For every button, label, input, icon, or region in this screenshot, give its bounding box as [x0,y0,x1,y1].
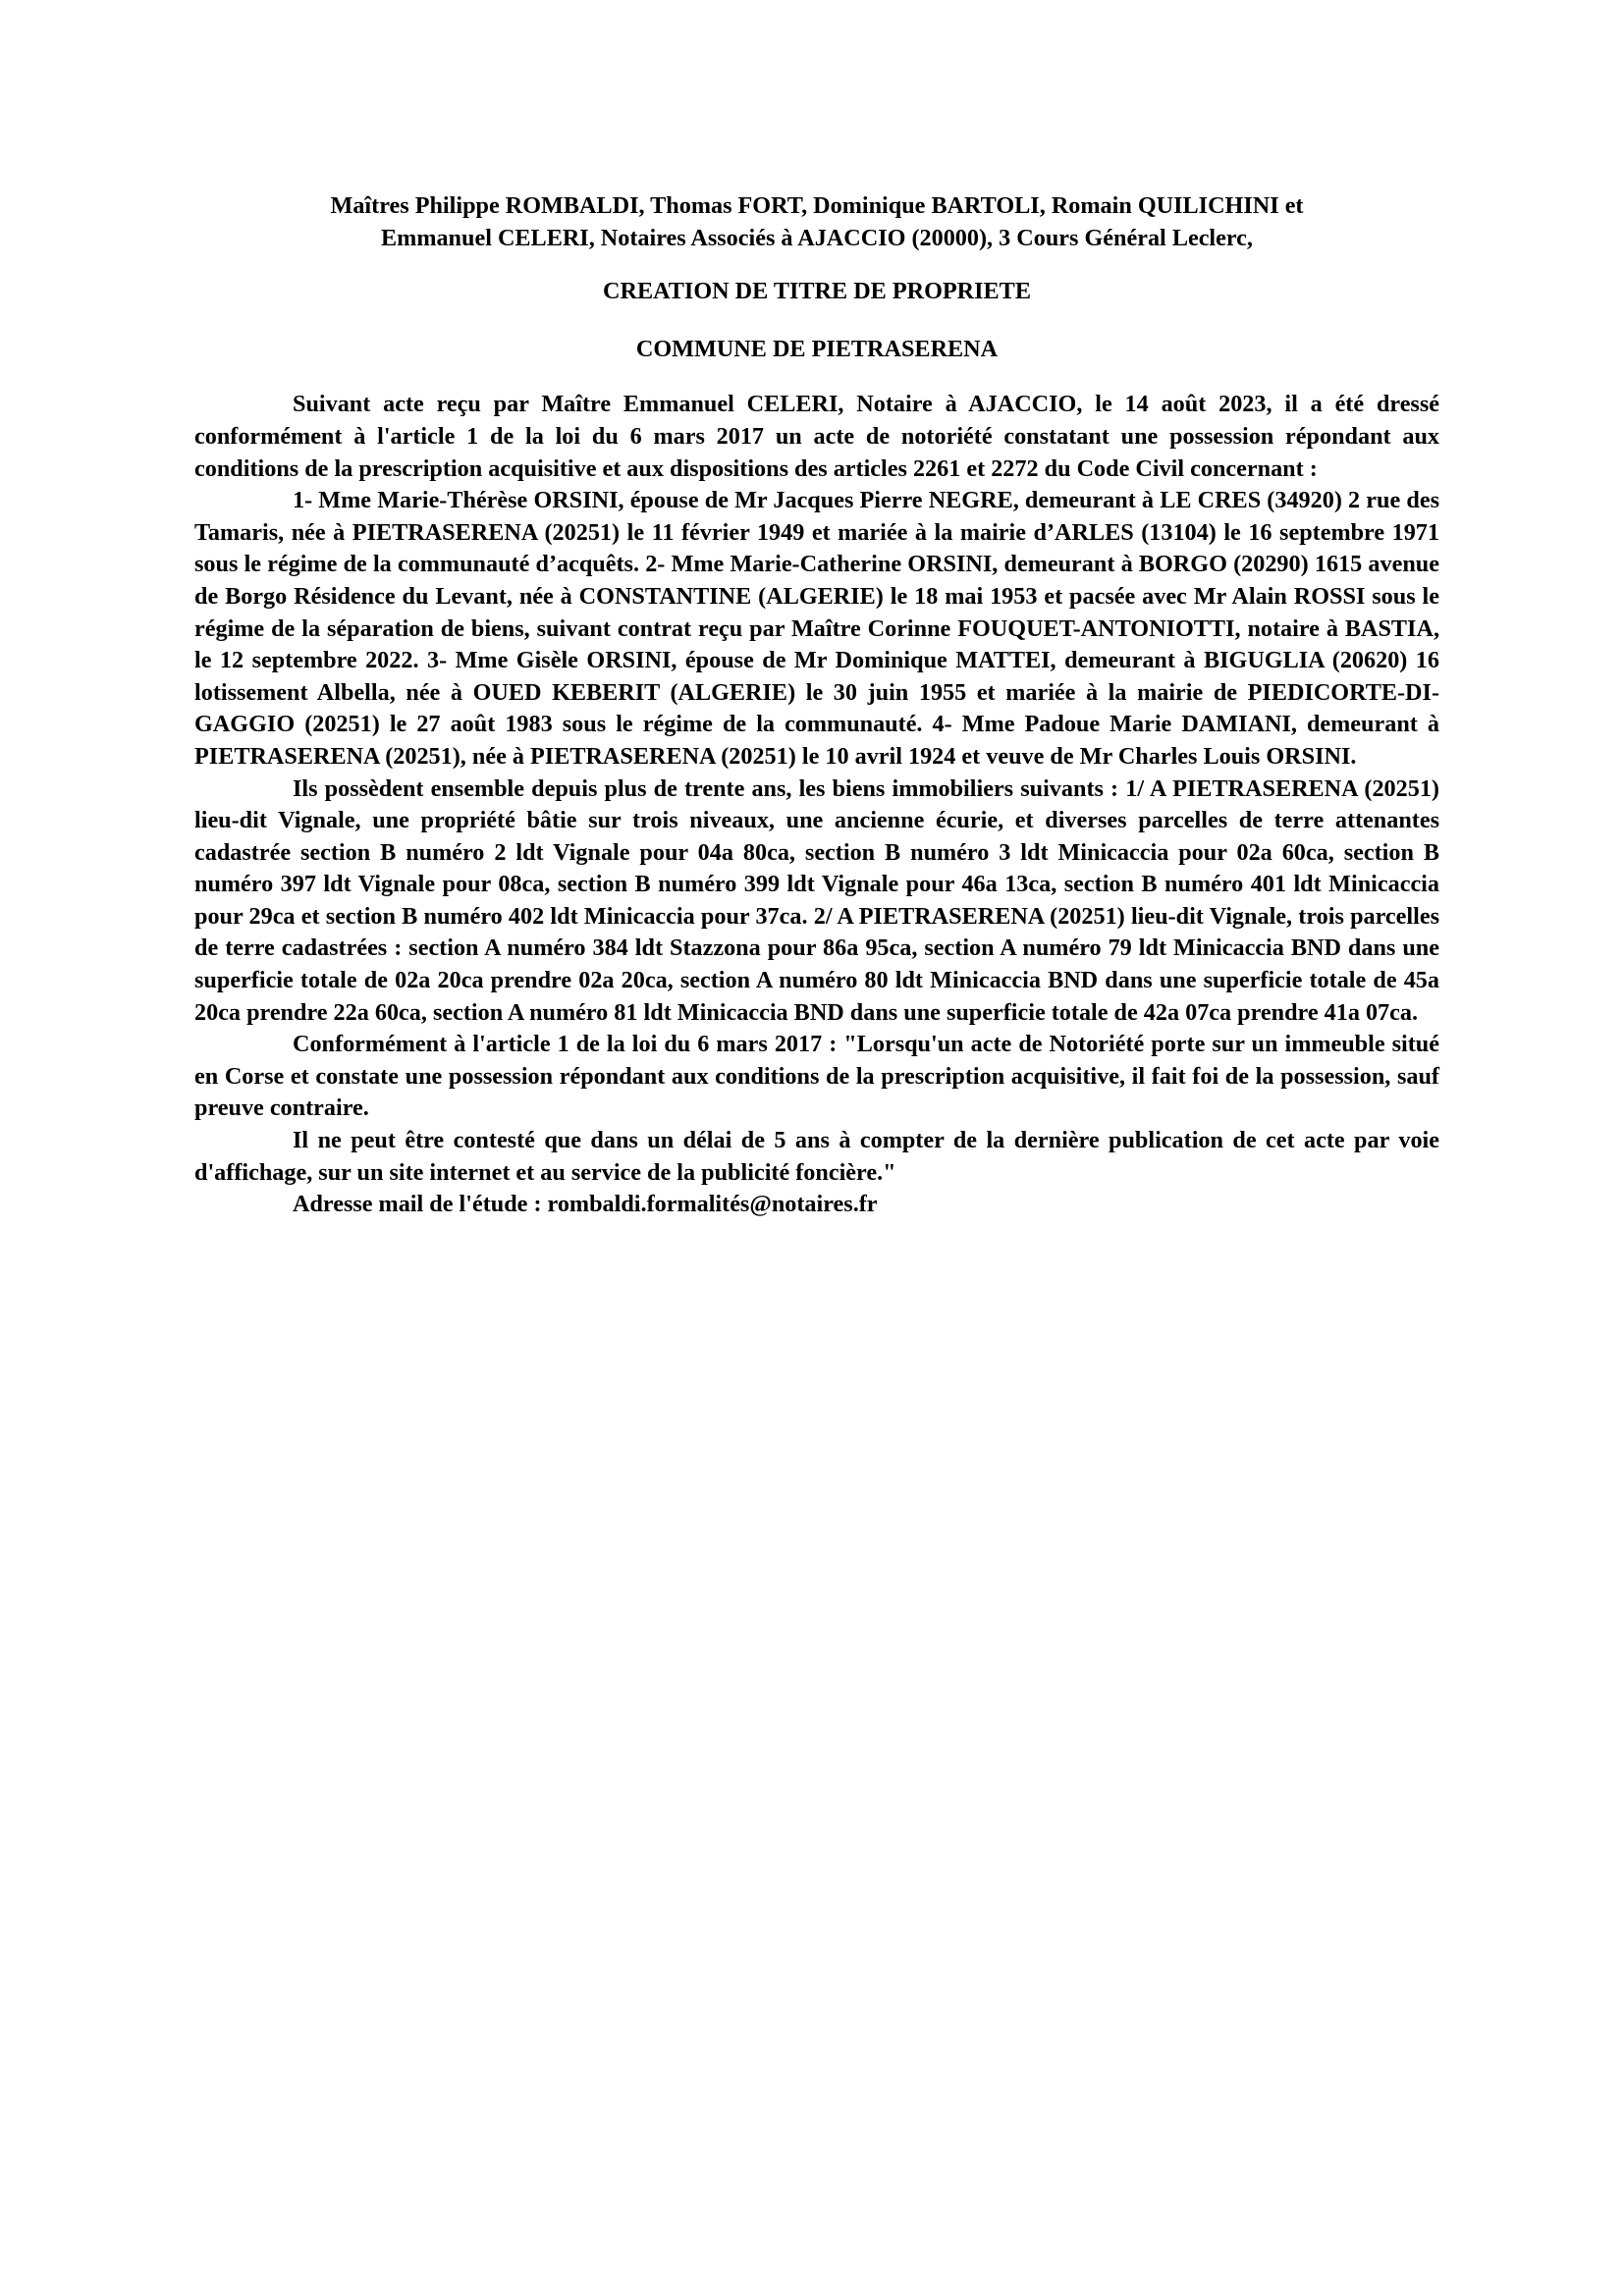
document-subtitle: COMMUNE DE PIETRASERENA [635,335,999,362]
paragraph-parties: 1- Mme Marie-Thérèse ORSINI, épouse de Mr Jacques Pierre NEGRE, demeurant à LE CRES (34920) 2 rue des Tamaris, née à PIETRASERENA (20251) le 11 février 1949 et mariée à la mairie d’ARLES (13104) le 16 septembre 1971 sous le régime de la communauté d’acquêts. 2- Mme Marie-Catherine ORSINI, demeurant à BORGO (20290) 1615 avenue de Borgo Résidence du Levant, née à CONSTANTINE (ALGERIE) le 18 mai 1953 et pacsée avec Mr Alain ROSSI sous le régime de la séparation de biens, suivant contrat reçu par Maître Corinne FOUQUET-ANTONIOTTI, notaire à BASTIA, le 12 septembre 2022. 3- Mme Gisèle ORSINI, épouse de Mr Dominique MATTEI, demeurant à BIGUGLIA (20620) 16 lotissement Albella, née à OUED KEBERIT (ALGERIE) le 30 juin 1955 et mariée à la mairie de PIEDICORTE-DI-GAGGIO (20251) le 27 août 1983 sous le régime de la communauté. 4- Mme Padoue Marie DAMIANI, demeurant à PIETRASERENA (20251), née à PIETRASERENA (20251) le 10 avril 1924 et veuve de Mr Charles Louis ORSINI. [194,487,1439,770]
paragraph-law-article: Conformément à l'article 1 de la loi du 6 mars 2017 : "Lorsqu'un acte de Notoriété porte sur un immeuble situé en Corse et constate une possession répondant aux conditions de la prescription acquisitive, il fait foi de la possession, sauf preuve contraire. [194,1031,1439,1122]
notary-header [194,190,1439,254]
document-page [194,190,1439,1221]
header-line-2: Emmanuel CELERI, Notaires Associés à AJACCIO (20000), 3 Cours Général Leclerc, [381,224,1253,251]
document-title: CREATION DE TITRE DE PROPRIETE [603,278,1031,305]
paragraph-deed: Suivant acte reçu par Maître Emmanuel CELERI, Notaire à AJACCIO, le 14 août 2023, il a été dressé conformément à l'article 1 de la loi du 6 mars 2017 un acte de notoriété constatant une possession répondant aux conditions de la prescription acquisitive et aux dispositions des articles 2261 et 2272 du Code Civil concernant : [194,391,1439,482]
paragraph-properties: Ils possèdent ensemble depuis plus de trente ans, les biens immobiliers suivants : 1/ A PIETRASERENA (20251) lieu-dit Vignale, une propriété bâtie sur trois niveaux, une ancienne écurie, et diverses parcelles de terre attenantes cadastrée section B numéro 2 ldt Vignale pour 04a 80ca, section B numéro 3 ldt Minicaccia pour 02a 60ca, section B numéro 397 ldt Vignale pour 08ca, section B numéro 399 ldt Vignale pour 46a 13ca, section B numéro 401 ldt Minicaccia pour 29ca et section B numéro 402 ldt Minicaccia pour 37ca. 2/ A PIETRASERENA (20251) lieu-dit Vignale, trois parcelles de terre cadastrées : section A numéro 384 ldt Stazzona pour 86a 95ca, section A numéro 79 ldt Minicaccia BND dans une superficie totale de 02a 20ca prendre 02a 20ca, section A numéro 80 ldt Minicaccia BND dans une superficie totale de 45a 20ca prendre 22a 60ca, section A numéro 81 ldt Minicaccia BND dans une superficie totale de 42a 07ca prendre 41a 07ca. [194,774,1439,1026]
paragraph-email: Adresse mail de l'étude : rombaldi.formalités@notaires.fr [293,1191,878,1218]
paragraph-contest-delay: Il ne peut être contesté que dans un délai de 5 ans à compter de la dernière publication de cet acte par voie d'affichage, sur un site internet et au service de la publicité foncière." [194,1127,1439,1186]
header-line-1: Maîtres Philippe ROMBALDI, Thomas FORT, Dominique BARTOLI, Romain QUILICHINI et [330,192,1304,219]
